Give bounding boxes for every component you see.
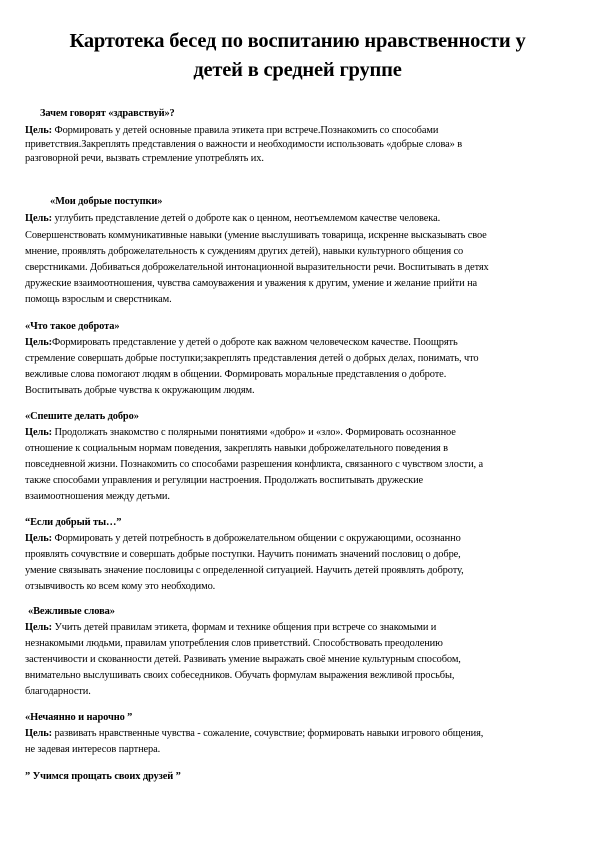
paragraph-line: также способами управления и регуляции настроения. Продолжать воспитывать дружеские xyxy=(25,475,424,486)
section-heading: «Вежливые слова» xyxy=(28,606,115,617)
paragraph-line: Совершенствовать коммуникативные навыки (умение выслушивать товарища, искренне высказывать свое xyxy=(25,230,487,241)
paragraph-line: сверстниками. Добиваться доброжелательной интонационной выразительности речи. Воспитывать в детях xyxy=(25,262,489,273)
document-title xyxy=(40,27,555,85)
paragraph-line: не задевая интересов партнера. xyxy=(25,744,161,755)
section-heading: Зачем говорят «здравствуй»? xyxy=(40,108,175,119)
paragraph-line: внимательно выслушивать своих собеседников. Обучать формулам выражения вежливой просьбы, xyxy=(25,670,455,681)
paragraph-line: мнение, проявлять доброжелательность к суждениям других детей), навыки культурного общения со xyxy=(25,246,464,257)
goal-label: Цель: xyxy=(25,213,52,224)
title-line-1: Картотека бесед по воспитанию нравственности у xyxy=(69,30,526,52)
paragraph-line: вежливые слова помогают людям в общении. Формировать моральные представления о доброте. xyxy=(25,369,447,380)
paragraph-line: отзывчивость ко всем кому это необходимо. xyxy=(25,581,216,592)
paragraph-line: Цель: Продолжать знакомство с полярными понятиями «добро» и «зло». Формировать осознанное xyxy=(25,427,456,438)
paragraph-line: Цель: Учить детей правилам этикета, формам и технике общения при встрече со знакомыми и xyxy=(25,622,437,633)
goal-label: Цель: xyxy=(25,125,52,136)
section-heading: “Если добрый ты…” xyxy=(25,517,122,528)
paragraph-line: Цель: углубить представление детей о доброте как о ценном, неотъемлемом качестве человека. xyxy=(25,213,441,224)
section-heading: ” Учимся прощать своих друзей ” xyxy=(25,771,181,782)
paragraph-line: помощь взрослым и сверстникам. xyxy=(25,294,172,305)
paragraph-line: дружеские взаимоотношения, чувства самоуважения и уважения к другим, умение и желание прийти на xyxy=(25,278,478,289)
paragraph-line: незнакомыми людьми, правилам употребления слов приветствий. Способствовать преодолению xyxy=(25,638,443,649)
section-heading: «Нечаянно и нарочно ” xyxy=(25,712,133,723)
paragraph-line: благодарности. xyxy=(25,686,91,697)
paragraph-line: Цель: развивать нравственные чувства - сожаление, сочувствие; формировать навыки игрового общения, xyxy=(25,728,484,739)
paragraph-line: стремление совершать добрые поступки;закреплять представления детей о добрых делах, понимать, что xyxy=(25,353,479,364)
section-heading: «Что такое доброта» xyxy=(25,321,120,332)
goal-label: Цель: xyxy=(25,622,52,633)
paragraph-line: Цель: Формировать у детей основные правила этикета при встрече.Познакомить со способами xyxy=(25,125,439,136)
paragraph-line: застенчивости и скованности детей. Развивать умение выражать своё мнение культурным способом, xyxy=(25,654,461,665)
title-line-2: детей в средней группе xyxy=(193,59,402,81)
paragraph-line: разговорной речи, вызвать стремление употреблять их. xyxy=(25,153,264,164)
paragraph-line: Цель: Формировать у детей потребность в доброжелательном общении с окружающими, осознанно xyxy=(25,533,461,544)
paragraph-line: приветствия.Закреплять представления о важности и необходимости использовать «добрые слова» в xyxy=(25,139,463,150)
paragraph-line: Цель:Формировать представление у детей о доброте как важном человеческом качестве. Поощрять xyxy=(25,337,458,348)
paragraph-line: отношение к социальным нормам поведения, закреплять навыки доброжелательного поведения в xyxy=(25,443,448,454)
paragraph-line: повседневной жизни. Познакомить со способами разрешения конфликта, связанного с чувством злости, а xyxy=(25,459,484,470)
paragraph-line: взаимоотношения между детьми. xyxy=(25,491,170,502)
paragraph-line: проявлять сочувствие и совершать добрые поступки. Научить понимать значений пословиц о добре, xyxy=(25,549,461,560)
goal-label: Цель: xyxy=(25,533,52,544)
goal-label: Цель: xyxy=(25,337,52,348)
section-heading: «Спешите делать добро» xyxy=(25,411,139,422)
goal-label: Цель: xyxy=(25,427,52,438)
paragraph-line: умение связывать значение пословицы с определенной ситуацией. Научить детей проявлять доброту, xyxy=(25,565,464,576)
section-heading: «Мои добрые поступки» xyxy=(50,196,163,207)
goal-label: Цель: xyxy=(25,728,52,739)
paragraph-line: Воспитывать добрые чувства к окружающим людям. xyxy=(25,385,255,396)
